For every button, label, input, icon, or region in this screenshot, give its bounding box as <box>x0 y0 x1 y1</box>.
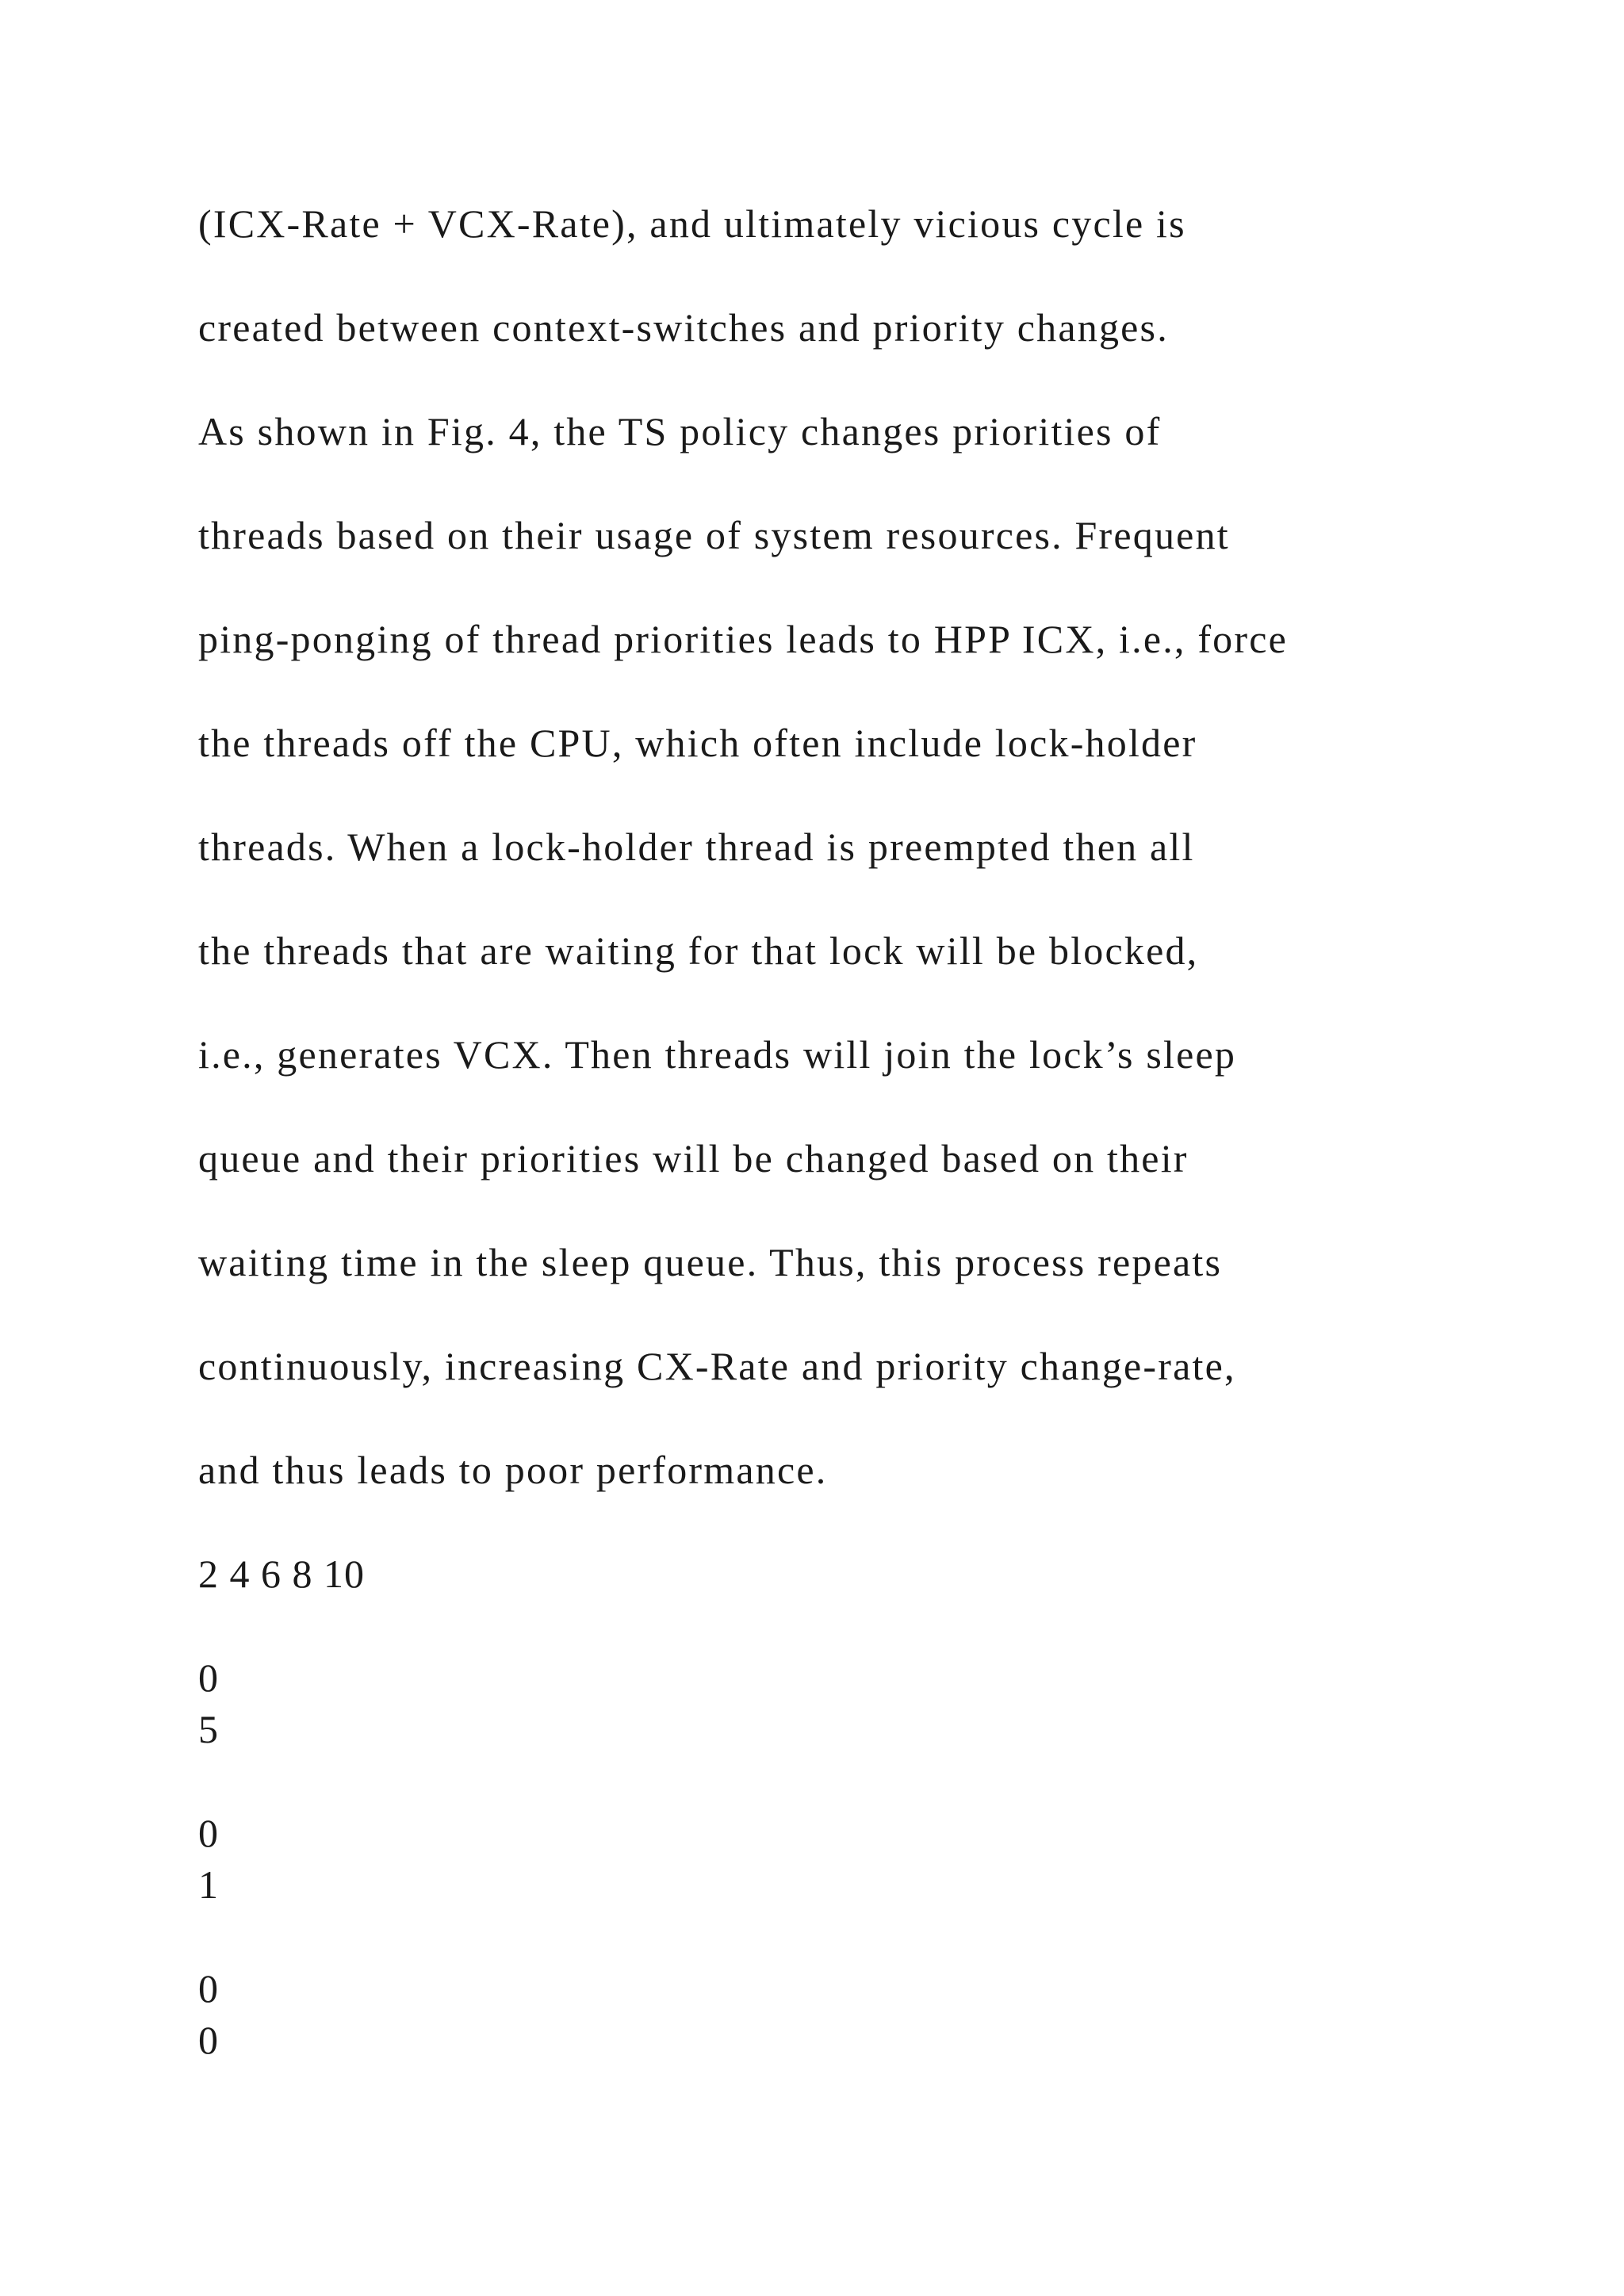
text-line-1: (ICX-Rate + VCX-Rate), and ultimately vicious cycle is <box>198 201 1186 246</box>
text-line-12: continuously, increasing CX-Rate and priority change-rate, <box>198 1344 1236 1388</box>
text-line-4: threads based on their usage of system resources. Frequent <box>198 513 1230 557</box>
figure-tick-label: 0 <box>198 1655 218 1700</box>
text-line-8: the threads that are waiting for that lock will be blocked, <box>198 928 1199 973</box>
figure-tick-label: 0 <box>198 1811 218 1855</box>
text-line-3: As shown in Fig. 4, the TS policy changes priorities of <box>198 409 1162 453</box>
text-line-7: threads. When a lock-holder thread is preempted then all <box>198 825 1195 869</box>
figure-tick-label: 1 <box>198 1862 218 1907</box>
figure-tick-label: 0 <box>198 2018 218 2062</box>
figure-tick-label: 0 <box>198 1966 218 2011</box>
text-line-5: ping-ponging of thread priorities leads to HPP ICX, i.e., force <box>198 617 1289 661</box>
text-line-9: i.e., generates VCX. Then threads will join the lock’s sleep <box>198 1032 1237 1077</box>
figure-x-tick-labels: 2 4 6 8 10 <box>198 1552 365 1596</box>
text-line-2: created between context-switches and priority changes. <box>198 305 1169 350</box>
text-line-11: waiting time in the sleep queue. Thus, this process repeats <box>198 1240 1223 1284</box>
text-line-13: and thus leads to poor performance. <box>198 1448 828 1492</box>
text-line-6: the threads off the CPU, which often include lock-holder <box>198 721 1197 765</box>
text-line-10: queue and their priorities will be changed based on their <box>198 1136 1189 1181</box>
figure-tick-label: 5 <box>198 1707 218 1751</box>
